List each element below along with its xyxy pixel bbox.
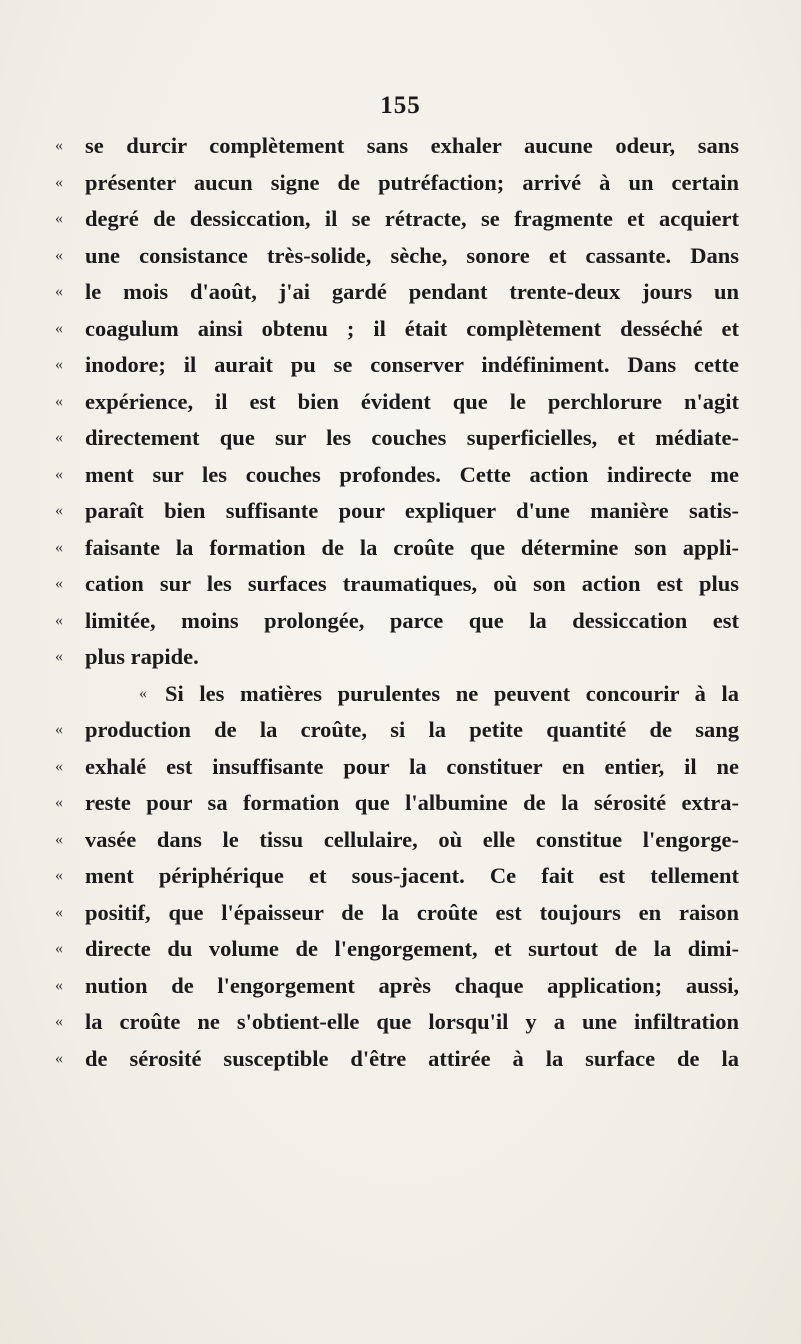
line-text: degré de dessiccation, il se rétracte, se fragmente et acquiert bbox=[85, 206, 739, 231]
text-line bbox=[55, 238, 739, 275]
line-text: ment sur les couches profondes. Cette action indirecte me bbox=[85, 461, 739, 487]
text-line bbox=[55, 712, 739, 749]
quote-mark: « bbox=[55, 465, 63, 483]
line-text: plus rapide. bbox=[85, 644, 199, 669]
text-line bbox=[55, 201, 739, 238]
line-text: faisante la formation de la croûte que détermine son appli- bbox=[85, 534, 739, 560]
line-text: de sérosité susceptible d'être attirée à la surface de la bbox=[85, 1045, 739, 1071]
quote-mark: « bbox=[55, 830, 63, 848]
text-line bbox=[55, 968, 739, 1005]
text-line bbox=[55, 639, 713, 676]
text-line bbox=[55, 493, 739, 530]
text-line bbox=[55, 128, 739, 165]
quote-mark: « bbox=[55, 283, 63, 300]
line-text: nution de l'engorgement après chaque application; aussi, bbox=[85, 972, 739, 998]
text-line bbox=[55, 274, 739, 311]
text-line bbox=[55, 1004, 739, 1041]
line-text: présenter aucun signe de putréfaction; arrivé à un certain bbox=[85, 169, 739, 195]
line-text: se durcir complètement sans exhaler aucune odeur, sans bbox=[85, 133, 739, 158]
line-text: production de la croûte, si la petite quantité de sang bbox=[85, 717, 739, 742]
text-line bbox=[55, 420, 739, 457]
quote-mark: « bbox=[55, 867, 63, 884]
text-line bbox=[55, 384, 739, 421]
text-line bbox=[55, 530, 739, 567]
quote-mark: « bbox=[55, 319, 63, 337]
quote-mark: « bbox=[55, 976, 63, 994]
quote-mark: « bbox=[55, 903, 63, 921]
text-line bbox=[55, 895, 739, 932]
line-text: limitée, moins prolongée, parce que la dessiccation est bbox=[85, 607, 739, 633]
quote-mark: « bbox=[55, 173, 63, 191]
line-text: la croûte ne s'obtient-elle que lorsqu'il y a une infiltration bbox=[85, 1009, 739, 1034]
line-text: paraît bien suffisante pour expliquer d'une manière satis- bbox=[85, 498, 739, 523]
line-text: exhalé est insuffisante pour la constituer en entier, il ne bbox=[85, 753, 739, 779]
line-text: une consistance très-solide, sèche, sonore et cassante. Dans bbox=[85, 242, 739, 268]
quote-mark: « bbox=[55, 538, 63, 556]
text-line bbox=[55, 603, 739, 640]
text-line bbox=[55, 566, 739, 603]
quote-mark: « bbox=[55, 940, 63, 957]
text-line bbox=[55, 311, 739, 348]
text-line bbox=[55, 457, 739, 494]
line-text: reste pour sa formation que l'albumine de la sérosité extra- bbox=[85, 790, 739, 815]
quote-mark: « bbox=[55, 246, 63, 264]
quote-mark: « bbox=[55, 721, 63, 738]
text-line bbox=[55, 347, 739, 384]
line-text: directement que sur les couches superficielles, et médiate- bbox=[85, 425, 739, 450]
text-line bbox=[55, 858, 739, 895]
line-text: positif, que l'épaisseur de la croûte est toujours en raison bbox=[85, 899, 739, 925]
quote-mark: « bbox=[55, 648, 63, 665]
quote-mark: « bbox=[55, 392, 63, 410]
line-text: inodore; il aurait pu se conserver indéfiniment. Dans cette bbox=[85, 352, 739, 377]
line-text: ment périphérique et sous-jacent. Ce fait est tellement bbox=[85, 863, 739, 888]
quote-mark: « bbox=[55, 611, 63, 629]
quote-mark: « bbox=[55, 794, 63, 811]
quote-mark: « bbox=[55, 1013, 63, 1030]
quote-mark: « bbox=[55, 210, 63, 227]
quote-mark: « bbox=[55, 757, 63, 775]
line-text: coagulum ainsi obtenu ; il était complètement desséché et bbox=[85, 315, 739, 341]
body-text bbox=[55, 128, 739, 1077]
quote-mark: « bbox=[55, 429, 63, 446]
paragraph-start-line bbox=[55, 676, 739, 713]
quote-mark: « bbox=[55, 575, 63, 592]
quote-mark: « bbox=[55, 502, 63, 519]
text-line bbox=[55, 822, 739, 859]
quote-mark: « bbox=[55, 1049, 63, 1067]
line-text: directe du volume de l'engorgement, et surtout de la dimi- bbox=[85, 936, 739, 961]
text-line bbox=[55, 931, 739, 968]
quote-mark: « bbox=[139, 684, 147, 702]
text-line bbox=[55, 749, 739, 786]
line-text: expérience, il est bien évident que le perchlorure n'agit bbox=[85, 388, 739, 414]
line-text: Si les matières purulentes ne peuvent concourir à la bbox=[165, 680, 739, 706]
text-line bbox=[55, 785, 739, 822]
line-text: cation sur les surfaces traumatiques, où son action est plus bbox=[85, 571, 739, 596]
quote-mark: « bbox=[55, 356, 63, 373]
line-text: vasée dans le tissu cellulaire, où elle constitue l'engorge- bbox=[85, 826, 739, 852]
text-line bbox=[55, 165, 739, 202]
quote-mark: « bbox=[55, 137, 63, 154]
line-text: le mois d'août, j'ai gardé pendant trente-deux jours un bbox=[85, 279, 739, 304]
page-number: 155 bbox=[380, 92, 421, 119]
text-line bbox=[55, 1041, 739, 1078]
